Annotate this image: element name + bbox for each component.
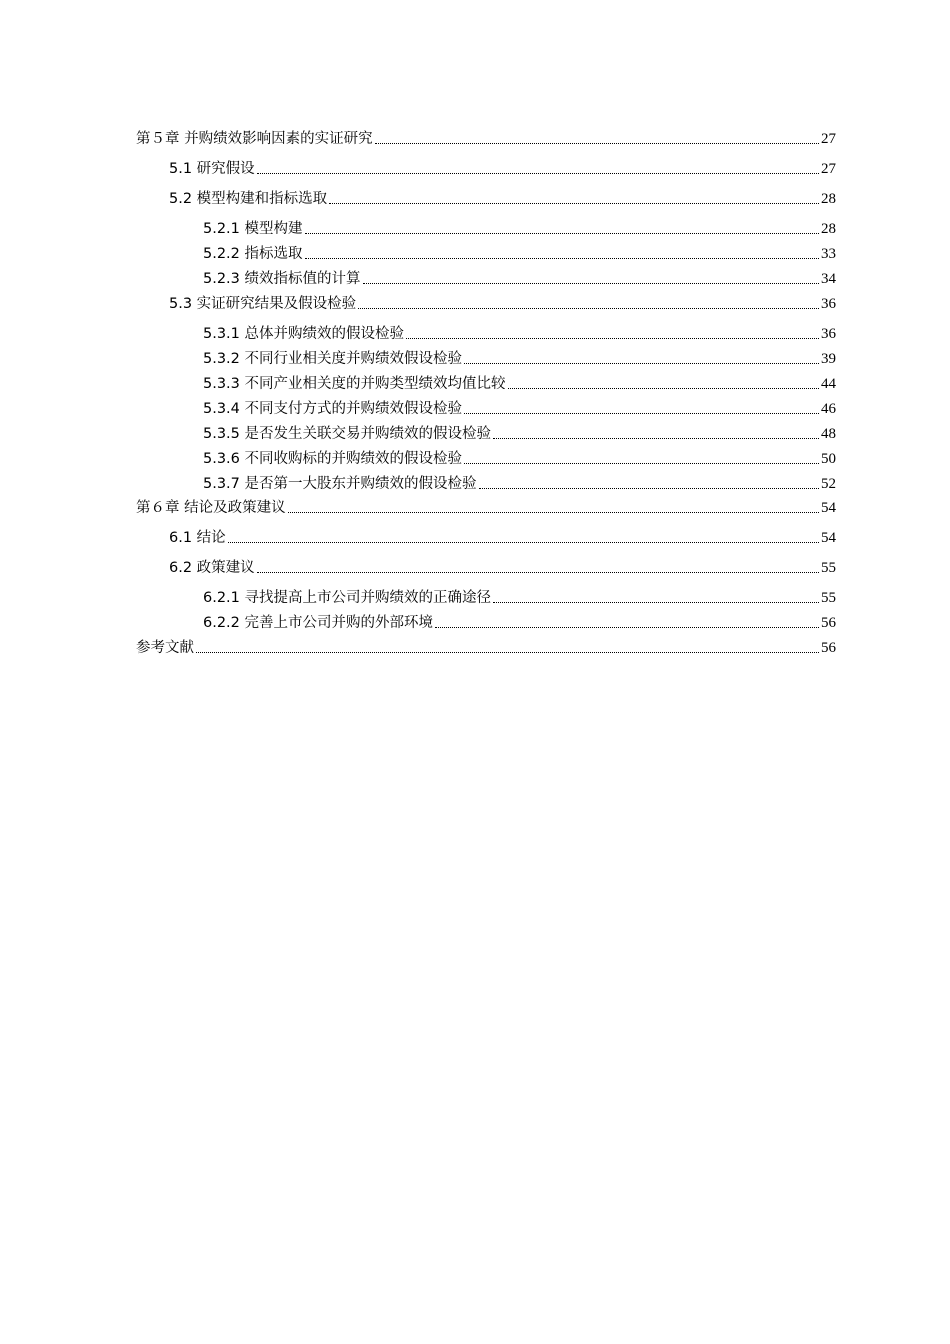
toc-dot-leader: [228, 542, 819, 543]
toc-entry-page: 56: [821, 615, 836, 631]
toc-entry[interactable]: [203, 396, 836, 418]
toc-entry-page: 34: [821, 271, 836, 287]
toc-entry-page: 46: [821, 401, 836, 417]
toc-entry[interactable]: [203, 216, 836, 238]
toc-entry-page: 55: [821, 590, 836, 606]
toc-entry[interactable]: [203, 371, 836, 393]
toc-entry-title: 参考文献: [136, 640, 194, 656]
toc-dot-leader: [464, 413, 819, 414]
toc-entry[interactable]: [203, 241, 836, 263]
toc-dot-leader: [493, 602, 819, 603]
toc-entry-title: 第６章 结论及政策建议: [136, 500, 286, 516]
toc-entry[interactable]: [169, 525, 836, 547]
toc-entry-title: 5.3.3 不同产业相关度的并购类型绩效均值比较: [203, 376, 506, 392]
toc-entry[interactable]: [169, 291, 836, 313]
toc-entry[interactable]: [136, 495, 836, 517]
toc-dot-leader: [479, 488, 819, 489]
toc-dot-leader: [358, 308, 819, 309]
toc-entry-page: 44: [821, 376, 836, 392]
toc-entry-title: 第５章 并购绩效影响因素的实证研究: [136, 131, 373, 147]
toc-dot-leader: [257, 173, 819, 174]
toc-entry-title: 5.1 研究假设: [169, 161, 255, 177]
toc-entry-page: 27: [821, 131, 836, 147]
toc-entry-page: 56: [821, 640, 836, 656]
toc-dot-leader: [196, 652, 819, 653]
toc-entry-title: 5.2.2 指标选取: [203, 246, 303, 262]
toc-entry[interactable]: [203, 346, 836, 368]
toc-entry[interactable]: [169, 156, 836, 178]
toc-entry-page: 50: [821, 451, 836, 467]
toc-entry[interactable]: [136, 635, 836, 657]
toc-entry-page: 48: [821, 426, 836, 442]
toc-entry-page: 27: [821, 161, 836, 177]
toc-entry[interactable]: [203, 266, 836, 288]
toc-entry-page: 36: [821, 296, 836, 312]
toc-entry[interactable]: [169, 555, 836, 577]
toc-dot-leader: [305, 258, 819, 259]
toc-entry-title: 5.3.1 总体并购绩效的假设检验: [203, 326, 405, 342]
toc-entry-page: 33: [821, 246, 836, 262]
toc-entry-title: 5.3.6 不同收购标的并购绩效的假设检验: [203, 451, 463, 467]
toc-entry-title: 5.3.5 是否发生关联交易并购绩效的假设检验: [203, 426, 492, 442]
toc-entry-title: 5.3.4 不同支付方式的并购绩效假设检验: [203, 401, 463, 417]
toc-entry-page: 28: [821, 221, 836, 237]
toc-dot-leader: [493, 438, 819, 439]
toc-dot-leader: [406, 338, 819, 339]
toc-dot-leader: [464, 463, 819, 464]
toc-entry-title: 5.2.3 绩效指标值的计算: [203, 271, 361, 287]
toc-entry-page: 54: [821, 530, 836, 546]
toc-dot-leader: [363, 283, 819, 284]
toc-entry-page: 52: [821, 476, 836, 492]
toc-entry[interactable]: [169, 186, 836, 208]
toc-dot-leader: [288, 512, 819, 513]
toc-entry[interactable]: [203, 321, 836, 343]
toc-entry-title: 5.3 实证研究结果及假设检验: [169, 296, 357, 312]
toc-entry-page: 55: [821, 560, 836, 576]
toc-entry-title: 6.2.2 完善上市公司并购的外部环境: [203, 615, 434, 631]
toc-dot-leader: [257, 572, 819, 573]
toc-entry[interactable]: [203, 471, 836, 493]
toc-entry[interactable]: [203, 585, 836, 607]
toc-dot-leader: [508, 388, 819, 389]
toc-entry-title: 5.2 模型构建和指标选取: [169, 191, 328, 207]
toc-entry-page: 54: [821, 500, 836, 516]
toc-entry[interactable]: [203, 421, 836, 443]
toc-dot-leader: [435, 627, 819, 628]
toc-entry-title: 6.1 结论: [169, 530, 226, 546]
toc-entry[interactable]: [203, 446, 836, 468]
toc-entry-page: 28: [821, 191, 836, 207]
toc-entry-page: 39: [821, 351, 836, 367]
toc-entry[interactable]: [136, 126, 836, 148]
toc-dot-leader: [464, 363, 819, 364]
toc-entry-title: 5.3.2 不同行业相关度并购绩效假设检验: [203, 351, 463, 367]
toc-entry-title: 6.2.1 寻找提高上市公司并购绩效的正确途径: [203, 590, 492, 606]
toc-entry-page: 36: [821, 326, 836, 342]
toc-dot-leader: [375, 143, 819, 144]
toc-dot-leader: [305, 233, 819, 234]
toc-dot-leader: [329, 203, 819, 204]
toc-entry-title: 5.3.7 是否第一大股东并购绩效的假设检验: [203, 476, 477, 492]
toc-entry-title: 6.2 政策建议: [169, 560, 255, 576]
toc-entry[interactable]: [203, 610, 836, 632]
toc-entry-title: 5.2.1 模型构建: [203, 221, 303, 237]
